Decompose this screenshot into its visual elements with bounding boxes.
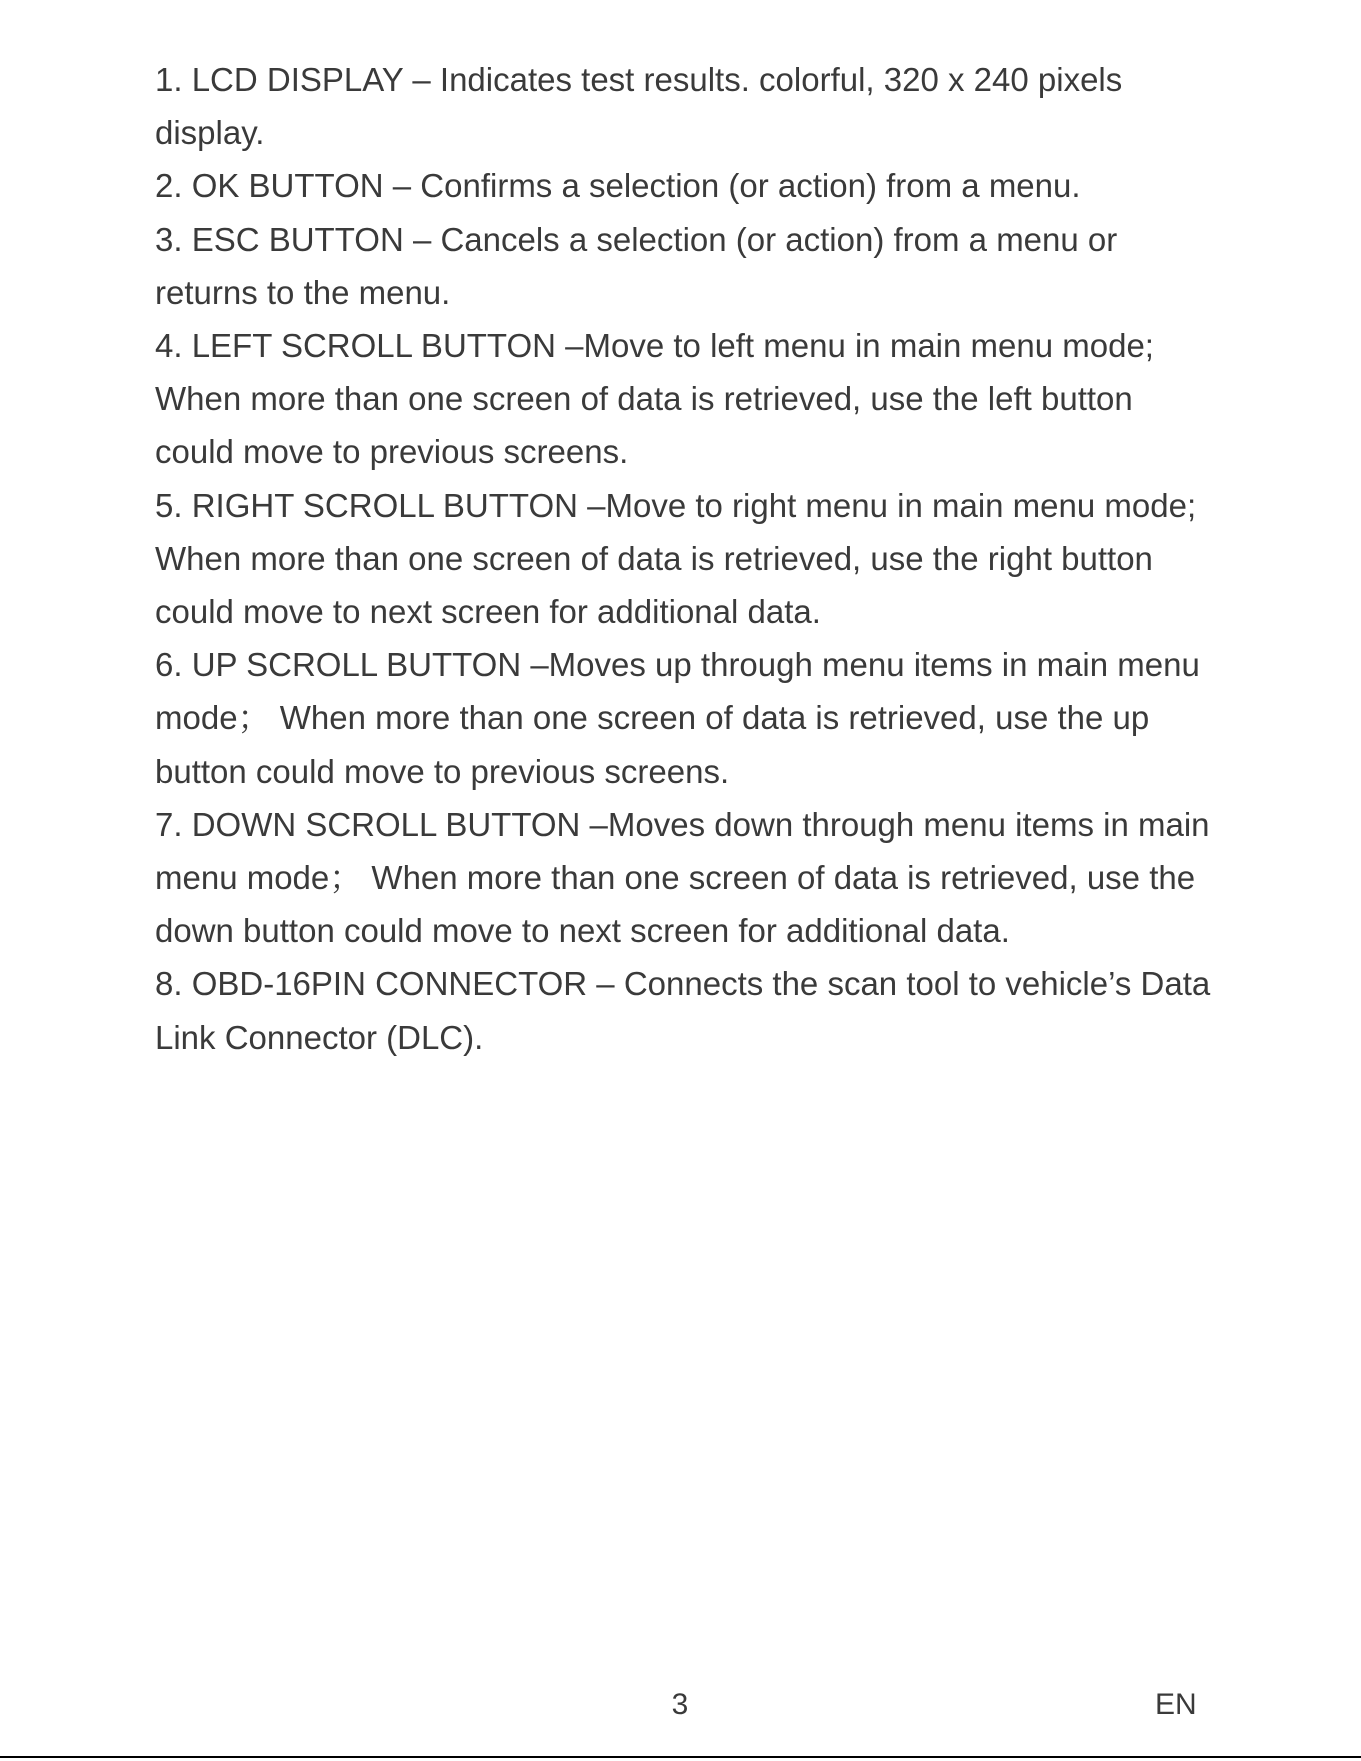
button-description-list	[155, 53, 1215, 1064]
item-lcd-display: 1. LCD DISPLAY – Indicates test results. colorful, 320 x 240 pixels display.	[155, 61, 1123, 152]
page-number: 3	[671, 1688, 689, 1721]
item-down-scroll-button: 7. DOWN SCROLL BUTTON –Moves down through menu items in main menu mode； When more than one screen of data is retrieved, use the down button could move to next screen for additional data.	[155, 805, 1210, 950]
item-ok-button: 2. OK BUTTON – Confirms a selection (or action) from a menu.	[155, 167, 1081, 205]
item-left-scroll-button: 4. LEFT SCROLL BUTTON –Move to left menu in main menu mode; When more than one screen of data is retrieved, use the left button could move to previous screens.	[155, 327, 1154, 471]
bottom-border	[0, 1756, 1361, 1758]
item-right-scroll-button: 5. RIGHT SCROLL BUTTON –Move to right menu in main menu mode; When more than one screen of data is retrieved, use the right button could move to next screen for additional data.	[155, 486, 1197, 631]
item-esc-button: 3. ESC BUTTON – Cancels a selection (or action) from a menu or returns to the menu.	[155, 220, 1118, 311]
item-up-scroll-button: 6. UP SCROLL BUTTON –Moves up through menu items in main menu mode； When more than one screen of data is retrieved, use the up button could move to previous screens.	[155, 646, 1200, 790]
language-label: EN	[1155, 1688, 1197, 1721]
item-obd-connector: 8. OBD-16PIN CONNECTOR – Connects the scan tool to vehicle’s Data Link Connector (DLC).	[155, 965, 1211, 1056]
